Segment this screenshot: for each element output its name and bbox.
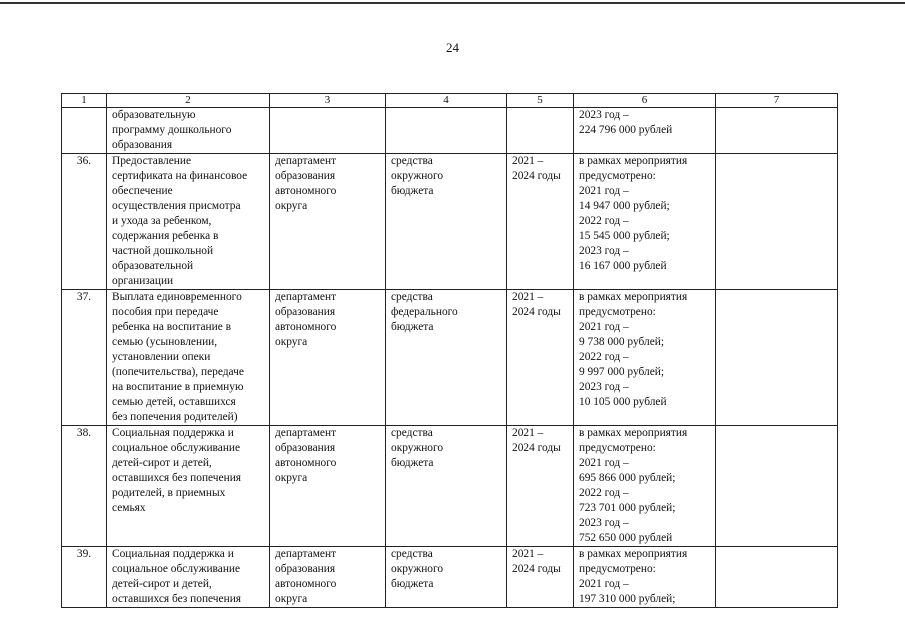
funding-amount-cell <box>574 154 716 290</box>
top-rule <box>0 2 905 4</box>
cell-line: образования <box>275 170 336 182</box>
column-header: 1 <box>62 94 107 108</box>
column-header: 5 <box>507 94 574 108</box>
cell-line: 9 738 000 рублей; <box>579 336 665 348</box>
cell-line: средства <box>391 291 433 303</box>
cell-line: детей-сирот и детей, <box>112 457 212 469</box>
note-cell <box>716 547 838 608</box>
cell-line: ребенка на воспитание в <box>112 321 231 333</box>
funding-source-cell <box>386 108 507 154</box>
measure-name-cell <box>107 154 270 290</box>
cell-line: семью (усыновлении, <box>112 336 218 348</box>
cell-line: 2024 годы <box>512 442 561 454</box>
table-row <box>62 290 838 426</box>
cell-line: на воспитание в приемную <box>112 381 244 393</box>
cell-line: семью детей, оставшихся <box>112 396 236 408</box>
cell-line: (попечительства), передаче <box>112 366 244 378</box>
cell-line: образования <box>275 563 336 575</box>
executor-cell <box>270 547 386 608</box>
cell-line: сертификата на финансовое <box>112 170 248 182</box>
cell-line: предусмотрено: <box>579 442 656 454</box>
cell-line: семьях <box>112 502 146 514</box>
cell-line: содержания ребенка в <box>112 230 219 242</box>
cell-line: установлении опеки <box>112 351 211 363</box>
cell-line: Выплата единовременного <box>112 291 242 303</box>
cell-line: 2021 – <box>512 155 544 167</box>
cell-line: автономного <box>275 578 337 590</box>
cell-line: Предоставление <box>112 155 192 167</box>
cell-line: обеспечение <box>112 185 173 197</box>
executor-cell <box>270 426 386 547</box>
funding-amount-cell <box>574 290 716 426</box>
cell-line: 2023 год – <box>579 517 629 529</box>
cell-line: автономного <box>275 185 337 197</box>
table-row <box>62 108 838 154</box>
cell-line: бюджета <box>391 578 434 590</box>
cell-line: 224 796 000 рублей <box>579 124 673 136</box>
table-row <box>62 426 838 547</box>
cell-line: 197 310 000 рублей; <box>579 593 676 605</box>
cell-line: программу дошкольного <box>112 124 232 136</box>
page-number: 24 <box>446 40 459 55</box>
cell-line: 16 167 000 рублей <box>579 260 667 272</box>
period-cell <box>507 154 574 290</box>
cell-line: 2021 – <box>512 427 544 439</box>
row-number-cell <box>62 108 107 154</box>
cell-line: оставшихся без попечения <box>112 593 242 605</box>
cell-line: образования <box>275 442 336 454</box>
cell-line: округа <box>275 593 308 605</box>
cell-line: 2021 – <box>512 548 544 560</box>
cell-line: 752 650 000 рублей <box>579 532 673 544</box>
measure-name-cell <box>107 547 270 608</box>
row-number-cell: 39. <box>62 547 107 608</box>
cell-line: автономного <box>275 321 337 333</box>
period-cell <box>507 426 574 547</box>
note-cell <box>716 426 838 547</box>
cell-line: средства <box>391 155 433 167</box>
row-number-cell: 37. <box>62 290 107 426</box>
period-cell <box>507 290 574 426</box>
column-header: 3 <box>270 94 386 108</box>
cell-line: 2022 год – <box>579 351 629 363</box>
row-number-cell: 38. <box>62 426 107 547</box>
column-header: 6 <box>574 94 716 108</box>
funding-source-cell <box>386 154 507 290</box>
note-cell <box>716 290 838 426</box>
cell-line: 15 545 000 рублей; <box>579 230 670 242</box>
cell-line: 14 947 000 рублей; <box>579 200 670 212</box>
cell-line: департамент <box>275 427 337 439</box>
cell-line: департамент <box>275 548 337 560</box>
header-row <box>62 94 838 108</box>
cell-line: детей-сирот и детей, <box>112 578 212 590</box>
cell-line: образовательную <box>112 109 196 121</box>
cell-line: 2022 год – <box>579 487 629 499</box>
note-cell <box>716 154 838 290</box>
cell-line: в рамках мероприятия <box>579 548 688 560</box>
cell-line: 2024 годы <box>512 170 561 182</box>
cell-line: бюджета <box>391 457 434 469</box>
column-header: 2 <box>107 94 270 108</box>
cell-line: и ухода за ребенком, <box>112 215 212 227</box>
cell-line: 2023 год – <box>579 109 629 121</box>
cell-line: федерального <box>391 306 458 318</box>
cell-line: частной дошкольной <box>112 245 214 257</box>
cell-line: 695 866 000 рублей; <box>579 472 676 484</box>
cell-line: 9 997 000 рублей; <box>579 366 665 378</box>
funding-amount-cell <box>574 108 716 154</box>
period-cell <box>507 547 574 608</box>
cell-line: в рамках мероприятия <box>579 291 688 303</box>
cell-line: Социальная поддержка и <box>112 427 234 439</box>
funding-source-cell <box>386 547 507 608</box>
cell-line: 2022 год – <box>579 215 629 227</box>
table-row <box>62 154 838 290</box>
funding-source-cell <box>386 426 507 547</box>
cell-line: средства <box>391 548 433 560</box>
program-table <box>61 93 838 608</box>
cell-line: оставшихся без попечения <box>112 472 242 484</box>
cell-line: предусмотрено: <box>579 563 656 575</box>
cell-line: организации <box>112 275 174 287</box>
cell-line: 2023 год – <box>579 381 629 393</box>
cell-line: без попечения родителей) <box>112 411 238 423</box>
funding-source-cell <box>386 290 507 426</box>
measure-name-cell <box>107 290 270 426</box>
cell-line: 2024 годы <box>512 563 561 575</box>
cell-line: округа <box>275 336 308 348</box>
cell-line: предусмотрено: <box>579 170 656 182</box>
period-cell <box>507 108 574 154</box>
executor-cell <box>270 108 386 154</box>
cell-line: департамент <box>275 291 337 303</box>
cell-line: 723 701 000 рублей; <box>579 502 676 514</box>
cell-line: 2021 – <box>512 291 544 303</box>
column-header: 4 <box>386 94 507 108</box>
cell-line: 2021 год – <box>579 578 629 590</box>
cell-line: образовательной <box>112 260 194 272</box>
cell-line: автономного <box>275 457 337 469</box>
executor-cell <box>270 290 386 426</box>
cell-line: 10 105 000 рублей <box>579 396 667 408</box>
cell-line: образования <box>275 306 336 318</box>
cell-line: 2021 год – <box>579 185 629 197</box>
cell-line: 2021 год – <box>579 321 629 333</box>
cell-line: бюджета <box>391 185 434 197</box>
cell-line: 2023 год – <box>579 245 629 257</box>
cell-line: Социальная поддержка и <box>112 548 234 560</box>
cell-line: образования <box>112 139 173 151</box>
cell-line: 2024 годы <box>512 306 561 318</box>
executor-cell <box>270 154 386 290</box>
measure-name-cell <box>107 426 270 547</box>
cell-line: 2021 год – <box>579 457 629 469</box>
cell-line: родителей, в приемных <box>112 487 226 499</box>
cell-line: предусмотрено: <box>579 306 656 318</box>
cell-line: бюджета <box>391 321 434 333</box>
cell-line: средства <box>391 427 433 439</box>
cell-line: окружного <box>391 442 444 454</box>
measure-name-cell <box>107 108 270 154</box>
table-row <box>62 547 838 608</box>
cell-line: пособия при передаче <box>112 306 219 318</box>
cell-line: социальное обслуживание <box>112 563 241 575</box>
cell-line: округа <box>275 472 308 484</box>
cell-line: департамент <box>275 155 337 167</box>
cell-line: в рамках мероприятия <box>579 155 688 167</box>
cell-line: окружного <box>391 563 444 575</box>
cell-line: в рамках мероприятия <box>579 427 688 439</box>
note-cell <box>716 108 838 154</box>
row-number-cell: 36. <box>62 154 107 290</box>
cell-line: округа <box>275 200 308 212</box>
column-header: 7 <box>716 94 838 108</box>
cell-line: социальное обслуживание <box>112 442 241 454</box>
funding-amount-cell <box>574 547 716 608</box>
cell-line: окружного <box>391 170 444 182</box>
funding-amount-cell <box>574 426 716 547</box>
cell-line: осуществления присмотра <box>112 200 241 212</box>
